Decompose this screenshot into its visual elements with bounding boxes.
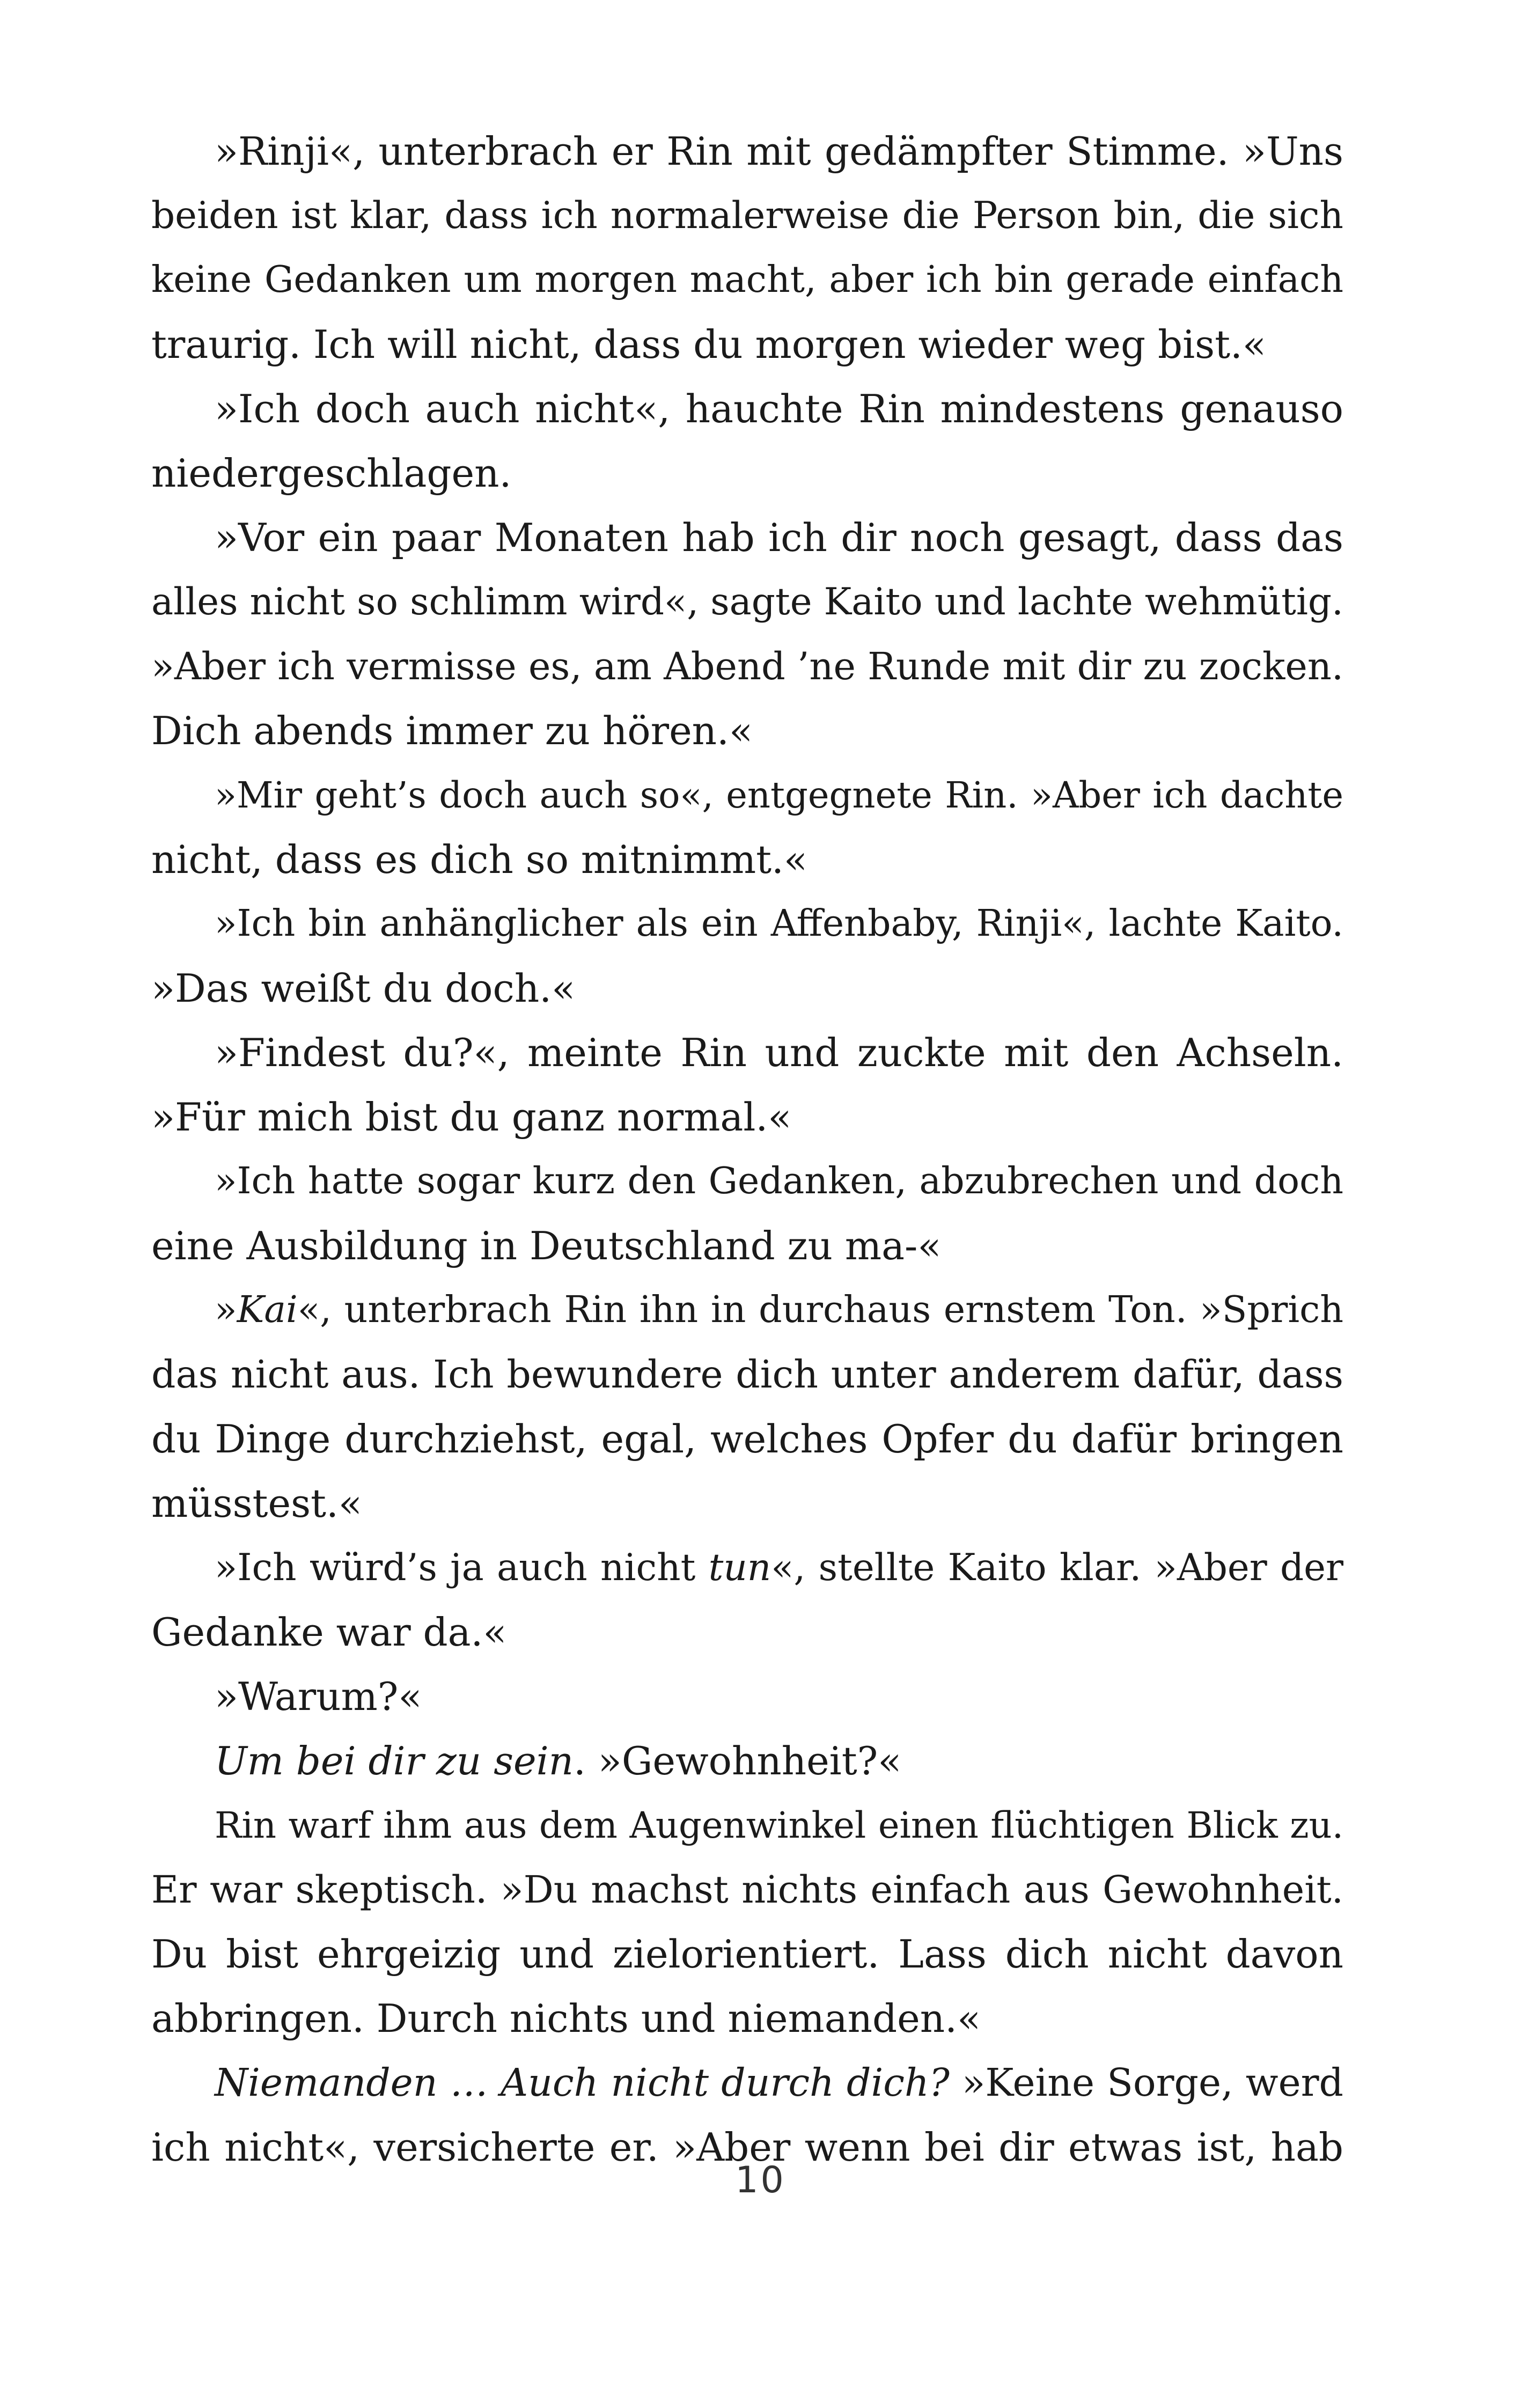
text-run: »Aber ich vermisse es, am Abend ’ne Runde mit dir zu zocken.: [151, 644, 1344, 688]
text-run: »Rinji«, unterbrach er Rin mit gedämpfter Stimme. »Uns: [215, 129, 1343, 174]
text-run: niedergeschlagen.: [151, 451, 512, 496]
text-run: »: [215, 1289, 237, 1331]
text-line: [151, 1922, 1343, 1986]
text-line: [151, 441, 1343, 505]
text-run: «, unterbrach Rin ihn in durchaus ernstem Ton. »Sprich: [297, 1289, 1343, 1331]
text-run: traurig. Ich will nicht, dass du morgen wieder weg bist.«: [151, 322, 1266, 367]
page-number: 10: [735, 2159, 786, 2201]
text-run: . »Gewohnheit?«: [574, 1738, 902, 1783]
text-run: das nicht aus. Ich bewundere dich unter anderem dafür, dass: [151, 1352, 1343, 1397]
text-line: [151, 1407, 1343, 1471]
text-line: [151, 1214, 1343, 1278]
text-run: Er war skeptisch. »Du machst nichts einfach aus Gewohnheit.: [151, 1868, 1343, 1912]
text-line: [151, 699, 1343, 763]
text-line: [151, 1729, 1343, 1793]
text-run: »Mir geht’s doch auch so«, entgegnete Rin. »Aber ich dachte: [215, 774, 1343, 816]
text-run: alles nicht so schlimm wird«, sagte Kaito und lachte wehmütig.: [151, 581, 1343, 623]
text-run: abbringen. Durch nichts und niemanden.«: [151, 1996, 981, 2041]
italic-text: Um bei dir zu sein: [215, 1738, 574, 1783]
text-line: [151, 1085, 1343, 1149]
text-run: »Ich bin anhänglicher als ein Affenbaby, Rinji«, lachte Kaito.: [215, 902, 1343, 945]
italic-text: Kai: [237, 1289, 298, 1331]
text-run: »Ich doch auch nicht«, hauchte Rin mindestens genauso: [215, 386, 1343, 431]
text-line: [151, 1471, 1343, 1536]
text-line: [151, 1986, 1343, 2051]
italic-text: Niemanden … Auch nicht durch dich?: [215, 2060, 950, 2105]
text-run: Rin warf ihm aus dem Augenwinkel einen flüchtigen Blick zu.: [215, 1804, 1343, 1846]
text-run: du Dinge durchziehst, egal, welches Opfer du dafür bringen: [151, 1416, 1343, 1462]
text-line: [151, 570, 1343, 634]
text-run: ich nicht«, versicherte er. »Aber wenn bei dir etwas ist, hab: [151, 2125, 1343, 2170]
text-line: [151, 1858, 1343, 1922]
text-line: [151, 183, 1343, 248]
text-run: eine Ausbildung in Deutschland zu ma-«: [151, 1223, 942, 1268]
text-run: Gedanke war da.«: [151, 1610, 507, 1655]
text-run: »Keine Sorge, werd: [949, 2060, 1343, 2105]
text-line: [151, 634, 1343, 699]
text-line: [151, 1278, 1343, 1342]
text-line: [151, 377, 1343, 441]
text-line: [151, 2051, 1343, 2115]
text-line: [151, 1793, 1343, 1858]
italic-text: tun: [708, 1546, 771, 1589]
text-run: keine Gedanken um morgen macht, aber ich bin gerade einfach: [151, 259, 1343, 301]
text-run: Du bist ehrgeizig und zielorientiert. Lass dich nicht davon: [151, 1932, 1343, 1977]
text-line: [151, 956, 1343, 1021]
text-run: »Ich hatte sogar kurz den Gedanken, abzubrechen und doch: [215, 1160, 1343, 1202]
text-line: [151, 1021, 1343, 1085]
text-line: [151, 312, 1343, 377]
text-run: »Ich würd’s ja auch nicht: [215, 1546, 709, 1589]
text-line: [151, 1149, 1343, 1214]
text-run: «, stellte Kaito klar. »Aber der: [771, 1546, 1343, 1589]
text-run: beiden ist klar, dass ich normalerweise die Person bin, die sich: [151, 194, 1343, 237]
text-run: müsstest.«: [151, 1481, 362, 1526]
text-line: [151, 1536, 1343, 1600]
text-run: »Findest du?«, meinte Rin und zuckte mit den Achseln.: [215, 1030, 1343, 1075]
text-run: nicht, dass es dich so mitnimmt.«: [151, 837, 807, 882]
book-page-text: [151, 119, 1343, 2179]
text-line: [151, 119, 1343, 183]
text-run: »Vor ein paar Monaten hab ich dir noch gesagt, dass das: [215, 515, 1343, 560]
text-line: [151, 892, 1343, 956]
text-run: »Das weißt du doch.«: [151, 966, 576, 1011]
text-line: [151, 1664, 1343, 1729]
text-line: [151, 1600, 1343, 1664]
text-line: [151, 827, 1343, 892]
text-line: [151, 505, 1343, 570]
text-run: »Für mich bist du ganz normal.«: [151, 1095, 792, 1140]
text-run: »Warum?«: [215, 1674, 422, 1719]
text-line: [151, 1342, 1343, 1407]
text-line: [151, 248, 1343, 312]
text-line: [151, 763, 1343, 827]
text-run: Dich abends immer zu hören.«: [151, 708, 753, 753]
